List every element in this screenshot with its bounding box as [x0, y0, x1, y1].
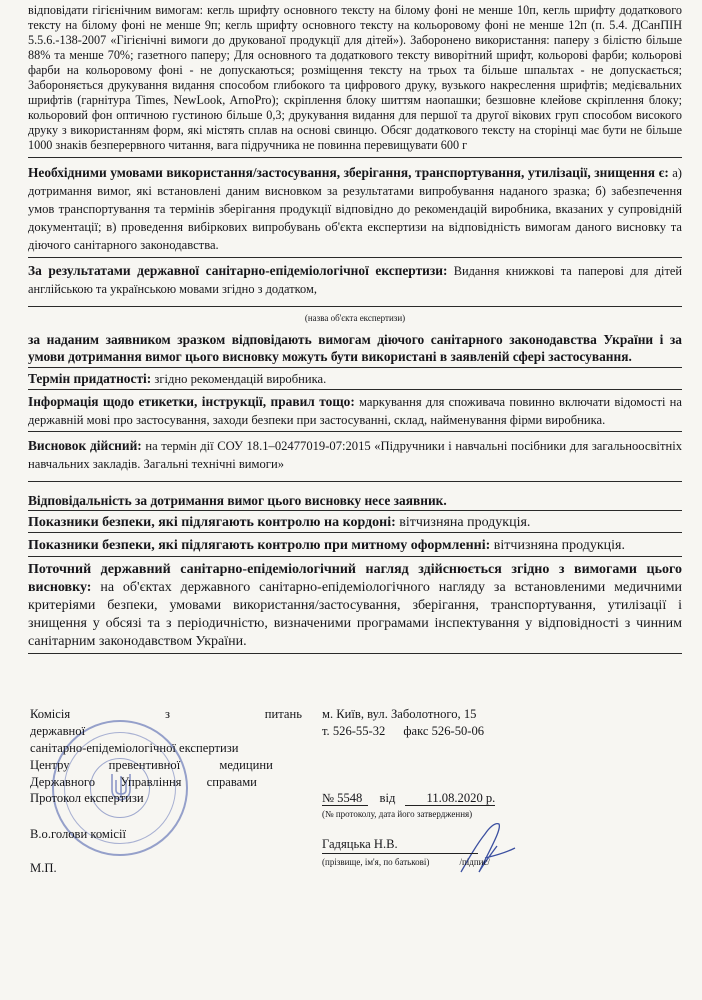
- conditions-section: [28, 158, 682, 258]
- conditions-label: Необхідними умовами використання/застосування, зберігання, транспортування, утилізації, знищення є:: [28, 165, 669, 180]
- signer-block: [322, 836, 490, 871]
- phone-text: т. 526-55-32: [322, 724, 386, 738]
- protocol-note: (№ протоколу, дата його затвердження): [322, 809, 473, 819]
- signature-note: /підпис/: [459, 857, 490, 867]
- signer-name: Гадяцька Н.В.: [322, 836, 478, 854]
- border-control-text: вітчизняна продукція.: [395, 515, 531, 530]
- customs-control-label: Показники безпеки, які підлягають контролю при митному оформленні:: [28, 538, 491, 553]
- compliance-section: [28, 327, 682, 368]
- validity-section: [28, 432, 682, 482]
- border-control-label: Показники безпеки, які підлягають контролю на кордоні:: [28, 515, 396, 530]
- commission-block: [30, 706, 302, 791]
- requirements-section: [28, 0, 682, 158]
- responsibility-text: Відповідальність за дотримання вимог цього висновку несе заявник.: [28, 493, 447, 508]
- commission-line-2: санітарно-епідеміологічної експертизи: [30, 741, 239, 755]
- requirements-text: відповідати гігієнічним вимогам: кегль шрифту основного тексту на білому фоні не менше 10п, кегль шрифту додаткового тексту на білому фоні не менше 9п; кегль шрифту основного тексту на кольоровому фоні не менше 12п (п. 5.4. ДСанПІН 5.5.6.-138-2007 «Гігієнічні вимоги до друкованої продукції для дітей»). Заборонено використання: паперу з білістю більше 88% та менше 70%; газетного паперу; Для основного та додаткового тексту виворітний шрифт, кольорові фарби; кольорові фарби на кольоровому фоні - не допускаються; розміщення тексту на трьох та більше шпальтах - не допускається; Забороняється друкування видання способом глибокого та цифрового друку, вузького накреслення шрифтів; медієвальних шрифтів (гарнітура Times, NewLook, ArnoPro); скріплення блоку шиттям наопашки; безшовне клейове скріплення блоку; кольоровий фон оптичною густиною більше 0,3; друкування видання для першої та другої вікових груп способом високого друку з використанням форм, які містять сплав на основі свинцю. Обсяг додаткового тексту на сторінці має бути не більше 1000 знаків безперервного читання, вага підручника не повинна перевищувати 600 г: [28, 3, 682, 152]
- from-word: від: [379, 791, 396, 805]
- customs-control-section: [28, 533, 682, 557]
- shelf-life-text: згідно рекомендацій виробника.: [151, 372, 327, 386]
- results-label: За результатами державної санітарно-епідеміологічної експертизи:: [28, 263, 448, 278]
- conditions-text: а) дотримання вимог, які встановлені даним висновком за результатами випробування наданого зразка; б) забезпечення умов транспортування та термінів зберігання продукції відповідно до рекомендацій виробника, вказаних у супровідній документації; в) проведення вибіркових випробувань об'єкта експертизи на відповідність вимогам даного висновку та діючого санітарного законодавства.: [28, 166, 682, 252]
- results-section: [28, 258, 682, 323]
- seal-place: М.П.: [30, 861, 57, 875]
- compliance-text: за наданим заявником зразком відповідають вимогам діючого санітарного законодавства України і за умови дотримання вимог цього висновку можуть бути використані в заявленій сфері застосування.: [28, 332, 682, 364]
- commission-line-3: Центру превентивної медицини: [30, 758, 273, 772]
- supervision-section: [28, 557, 682, 654]
- validity-label: Висновок дійсний:: [28, 438, 142, 453]
- validity-text: на термін дії СОУ 18.1–02477019-07:2015 «Підручники і навчальні посібники для загальноосвітніх навчальних закладів. Загальні технічні вимоги»: [28, 439, 682, 471]
- document-page: [28, 0, 682, 654]
- results-note: (назва об'єкта експертизи): [304, 313, 406, 323]
- border-control-section: [28, 511, 682, 533]
- supervision-text: на об'єктах державного санітарно-епідеміологічного нагляду за встановленими медичними критеріями безпеки, умовами використання/застосування, зберігання, транспортування, утилізації і знищення у обсязі та з періодичністю, визначеними програмами інспектування у відповідності з чинним санітарним законодавством України.: [28, 580, 682, 649]
- customs-control-text: вітчизняна продукція.: [490, 538, 625, 553]
- label-info-section: [28, 390, 682, 432]
- commission-line-1: Комісія з питань державної: [30, 707, 302, 738]
- protocol-number: № 5548: [322, 791, 368, 806]
- protocol-label: Протокол експертизи: [30, 791, 144, 805]
- shelf-life-section: [28, 368, 682, 390]
- protocol-date: 11.08.2020 р.: [405, 791, 496, 806]
- commission-line-4: Державного Управління справами: [30, 775, 257, 789]
- address-block: [322, 706, 484, 740]
- supervision-label: Поточний державний санітарно-епідеміологічний нагляд здійснюється згідно з вимогами цього висновку:: [28, 562, 682, 595]
- shelf-life-label: Термін придатності:: [28, 371, 152, 386]
- label-info-text: маркування для споживача повинно включати відомості на державній мові про застосування, заходи безпеки при застосуванні, склад, найменування фірми виробника.: [28, 395, 683, 427]
- acting-head-label: В.о.голови комісії: [30, 827, 126, 841]
- signer-note: (прізвище, ім'я, по батькові): [322, 857, 430, 867]
- results-text: Видання книжкові та паперові для дітей англійською та українською мовами згідно з додатком,: [28, 264, 682, 296]
- responsibility-section: [28, 482, 682, 511]
- fax-text: факс 526-50-06: [403, 724, 485, 738]
- label-info-label: Інформація щодо етикетки, інструкції, правил тощо:: [28, 394, 355, 409]
- address-text: м. Київ, вул. Заболотного, 15: [322, 707, 477, 721]
